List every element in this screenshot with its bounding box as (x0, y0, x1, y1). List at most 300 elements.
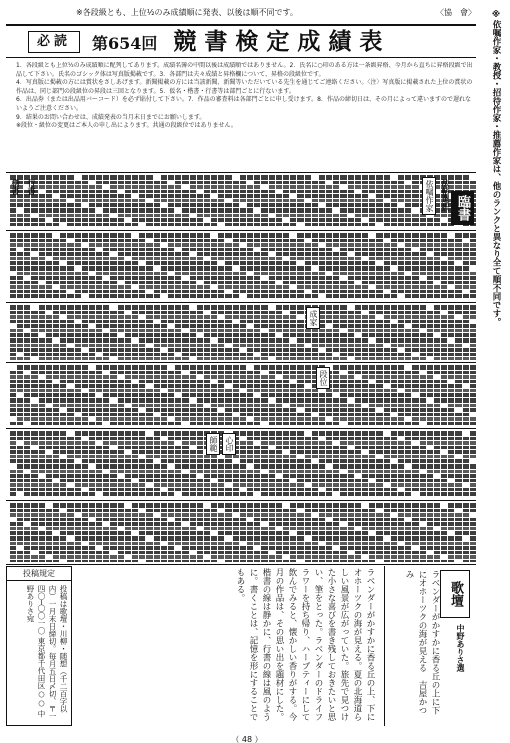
name-column (225, 305, 231, 360)
name-column (75, 503, 81, 562)
name-column (96, 305, 102, 360)
name-column (283, 503, 289, 562)
name-column (261, 365, 267, 426)
name-column (17, 233, 23, 300)
name-column (154, 233, 160, 300)
name-column (197, 431, 203, 498)
name-column (441, 305, 447, 360)
name-column (398, 431, 404, 498)
name-column (290, 503, 296, 562)
name-column (161, 503, 167, 562)
name-column (340, 305, 346, 360)
name-column (412, 175, 418, 228)
name-column (190, 431, 196, 498)
name-column (269, 233, 275, 300)
name-column (269, 431, 275, 498)
name-column (118, 305, 124, 360)
name-column (168, 503, 174, 562)
name-column (333, 233, 339, 300)
name-column (24, 305, 30, 360)
name-column (355, 365, 361, 426)
name-column (412, 305, 418, 360)
name-column (139, 233, 145, 300)
name-column (276, 305, 282, 360)
name-column (398, 305, 404, 360)
ranking-order-note: ※依嘱作家・教授・招待作家・推薦作家は、他のランクと異なり全て順不同です。 (491, 10, 501, 326)
rule-paragraph: ※段位・級位の変更はご本人の申し出によります。共通の段級位ではありません。 (16, 122, 237, 130)
name-column (161, 431, 167, 498)
name-column (204, 175, 210, 228)
name-column (319, 503, 325, 562)
name-column (89, 233, 95, 300)
name-column (190, 233, 196, 300)
name-column (53, 503, 59, 562)
name-column (10, 503, 16, 562)
name-column (10, 305, 16, 360)
name-column (240, 175, 246, 228)
rule-paragraph: 4．写真版に掲載の方には賞状をさしあげます。新聞掲載の方には当該新聞、新聞等いただいている先生を通じてご連絡ください。〈注〉写真版に掲載された上位の賞状の作品は、同じ部門の段級位の昇段は三回となります。5．仮名・楷書・行書等は部門ごとに行ないます。 (16, 79, 473, 95)
name-column (204, 233, 210, 300)
title-banner (6, 24, 476, 58)
name-column (412, 431, 418, 498)
results-band (6, 501, 476, 565)
name-column (427, 305, 433, 360)
name-column (355, 503, 361, 562)
name-column (161, 305, 167, 360)
name-column (283, 365, 289, 426)
rules-text (16, 62, 476, 170)
name-column (146, 175, 152, 228)
name-column (225, 233, 231, 300)
name-column (175, 175, 181, 228)
name-column (376, 175, 382, 228)
name-column (254, 305, 260, 360)
name-column (369, 175, 375, 228)
name-column (46, 365, 52, 426)
name-column (448, 431, 454, 498)
name-column (290, 365, 296, 426)
name-column (290, 305, 296, 360)
name-column (441, 503, 447, 562)
name-column (247, 503, 253, 562)
name-column (470, 503, 476, 562)
name-column (455, 365, 461, 426)
name-column (139, 305, 145, 360)
name-column (39, 233, 45, 300)
name-column (362, 503, 368, 562)
name-column (190, 305, 196, 360)
name-column (197, 305, 203, 360)
name-column (154, 365, 160, 426)
name-column (261, 233, 267, 300)
name-column (103, 305, 109, 360)
name-column (319, 233, 325, 300)
name-column (470, 431, 476, 498)
name-column (211, 305, 217, 360)
name-column (405, 175, 411, 228)
name-column (211, 503, 217, 562)
name-column (455, 431, 461, 498)
name-column (470, 233, 476, 300)
name-column (53, 431, 59, 498)
name-column (305, 175, 311, 228)
name-column (261, 431, 267, 498)
name-column (297, 175, 303, 228)
name-column (398, 175, 404, 228)
section-label: 行書 (27, 179, 36, 195)
name-column (369, 503, 375, 562)
name-column (319, 175, 325, 228)
name-column (75, 305, 81, 360)
name-column (175, 431, 181, 498)
name-column (197, 365, 203, 426)
name-column (333, 431, 339, 498)
name-column (434, 305, 440, 360)
section-label: 楷書 (11, 179, 20, 195)
results-page (6, 6, 476, 743)
name-column (391, 233, 397, 300)
name-column (362, 431, 368, 498)
section-box: 成家 (306, 307, 320, 329)
section-box: 段位 (316, 367, 330, 389)
name-column (434, 365, 440, 426)
name-column (312, 233, 318, 300)
name-column (470, 305, 476, 360)
name-column (182, 503, 188, 562)
name-column (118, 233, 124, 300)
name-column (75, 175, 81, 228)
name-column (132, 431, 138, 498)
name-column (463, 233, 469, 300)
name-column (269, 305, 275, 360)
name-column (10, 431, 16, 498)
ranking-notice: ※各段級とも、上位½のみ成績順に発表、以後は順不同です。 (76, 8, 298, 17)
name-column (53, 305, 59, 360)
name-column (89, 365, 95, 426)
name-column (333, 365, 339, 426)
section-box: 師範 (206, 433, 220, 455)
name-column (118, 431, 124, 498)
name-column (146, 365, 152, 426)
name-column (10, 233, 16, 300)
name-column (89, 431, 95, 498)
name-column (31, 233, 37, 300)
name-column (103, 503, 109, 562)
name-column (247, 365, 253, 426)
name-column (218, 305, 224, 360)
name-column (233, 233, 239, 300)
name-column (340, 365, 346, 426)
name-column (190, 503, 196, 562)
name-columns (6, 305, 476, 360)
name-column (218, 233, 224, 300)
submission-rules-body: 投稿は歌壇・川柳・随想（千二百字以内）一月末日締切。毎月五日〆切、〒一四〇─〇〇一〇 東京都千代田区○○ 中野ありさ宛 (26, 585, 68, 720)
name-column (276, 503, 282, 562)
name-column (204, 365, 210, 426)
name-column (441, 365, 447, 426)
name-column (154, 175, 160, 228)
name-column (405, 431, 411, 498)
name-column (218, 365, 224, 426)
name-column (398, 233, 404, 300)
name-column (276, 233, 282, 300)
name-column (96, 431, 102, 498)
name-column (154, 503, 160, 562)
name-column (420, 431, 426, 498)
name-column (175, 305, 181, 360)
name-column (312, 175, 318, 228)
issue-number: 第654回 (92, 34, 158, 53)
name-column (348, 365, 354, 426)
name-column (110, 233, 116, 300)
name-column (161, 175, 167, 228)
name-column (247, 305, 253, 360)
name-column (348, 305, 354, 360)
name-column (103, 175, 109, 228)
name-column (362, 233, 368, 300)
name-column (283, 305, 289, 360)
name-column (362, 365, 368, 426)
name-column (10, 365, 16, 426)
page-number: （ 48 ） (231, 735, 263, 743)
name-column (103, 233, 109, 300)
name-column (398, 365, 404, 426)
name-column (427, 431, 433, 498)
name-column (17, 503, 23, 562)
poetry-text: ラベンダーがかすかに香る丘の上に下にオホーツクの海が見える 吉屋かつみ (404, 570, 440, 715)
name-column (24, 503, 30, 562)
name-column (312, 431, 318, 498)
name-column (39, 503, 45, 562)
name-column (340, 431, 346, 498)
name-column (17, 365, 23, 426)
name-column (118, 175, 124, 228)
name-column (154, 431, 160, 498)
name-column (204, 503, 210, 562)
name-column (168, 365, 174, 426)
section-sub: 法帖選択 (441, 179, 450, 211)
name-column (290, 431, 296, 498)
must-read-badge: 必読 (28, 31, 80, 53)
submission-rules-box (6, 566, 72, 726)
poetry-selector: 中野ありさ選 (456, 624, 465, 672)
name-column (297, 233, 303, 300)
name-column (233, 365, 239, 426)
name-column (283, 431, 289, 498)
name-column (448, 503, 454, 562)
name-column (326, 233, 332, 300)
name-column (463, 431, 469, 498)
name-column (305, 503, 311, 562)
name-column (333, 503, 339, 562)
name-column (175, 233, 181, 300)
name-column (384, 175, 390, 228)
name-column (470, 365, 476, 426)
name-columns (6, 365, 476, 426)
name-column (197, 503, 203, 562)
name-column (182, 233, 188, 300)
name-column (110, 503, 116, 562)
name-column (211, 175, 217, 228)
name-column (240, 503, 246, 562)
name-column (405, 305, 411, 360)
name-column (82, 233, 88, 300)
name-column (67, 233, 73, 300)
name-column (276, 365, 282, 426)
name-column (146, 503, 152, 562)
name-column (31, 431, 37, 498)
name-column (441, 233, 447, 300)
name-column (305, 431, 311, 498)
name-column (283, 233, 289, 300)
name-column (391, 305, 397, 360)
name-column (269, 503, 275, 562)
name-column (240, 305, 246, 360)
name-column (182, 305, 188, 360)
name-column (391, 503, 397, 562)
name-column (290, 175, 296, 228)
name-column (96, 233, 102, 300)
name-column (376, 365, 382, 426)
name-column (132, 175, 138, 228)
name-column (355, 305, 361, 360)
name-columns (6, 431, 476, 498)
rule-paragraph: 1．各段級とも上位½のみ成績順に配列してあります。成績名簿の中間以後は成績順ではありません。2．氏名に○印のある方は一条級昇格、今月から直ちに昇格段級で出品して下さい。氏名のゴシック体は写真版掲載です。3．各部門は夫々成績と昇格欄について、昇格の段級位です。 (16, 62, 473, 78)
name-column (405, 365, 411, 426)
name-column (96, 503, 102, 562)
name-column (168, 431, 174, 498)
name-columns (6, 233, 476, 300)
name-column (455, 503, 461, 562)
name-column (211, 233, 217, 300)
name-column (384, 365, 390, 426)
name-column (261, 503, 267, 562)
name-column (420, 305, 426, 360)
name-column (125, 233, 131, 300)
name-column (67, 503, 73, 562)
name-column (139, 431, 145, 498)
name-column (139, 175, 145, 228)
name-column (110, 365, 116, 426)
name-column (17, 305, 23, 360)
name-column (103, 365, 109, 426)
name-column (412, 503, 418, 562)
name-column (39, 175, 45, 228)
name-column (168, 305, 174, 360)
name-column (96, 365, 102, 426)
name-column (326, 431, 332, 498)
name-column (398, 503, 404, 562)
name-column (67, 431, 73, 498)
name-column (384, 503, 390, 562)
name-column (168, 175, 174, 228)
name-column (17, 431, 23, 498)
name-column (161, 365, 167, 426)
name-column (225, 175, 231, 228)
name-column (82, 365, 88, 426)
name-column (175, 503, 181, 562)
results-band (6, 173, 476, 231)
name-column (348, 175, 354, 228)
name-column (204, 305, 210, 360)
name-column (297, 365, 303, 426)
name-column (448, 233, 454, 300)
name-column (254, 175, 260, 228)
name-column (455, 233, 461, 300)
name-column (441, 431, 447, 498)
name-column (333, 305, 339, 360)
name-column (427, 503, 433, 562)
name-column (283, 175, 289, 228)
name-column (384, 233, 390, 300)
name-column (24, 233, 30, 300)
name-column (434, 503, 440, 562)
name-column (376, 431, 382, 498)
results-band (6, 303, 476, 363)
name-column (261, 305, 267, 360)
name-column (132, 365, 138, 426)
name-columns (6, 175, 476, 228)
name-column (326, 503, 332, 562)
name-column (53, 175, 59, 228)
name-column (82, 305, 88, 360)
name-column (24, 365, 30, 426)
name-column (218, 503, 224, 562)
name-column (391, 365, 397, 426)
name-column (340, 233, 346, 300)
name-column (420, 233, 426, 300)
name-column (233, 175, 239, 228)
name-column (161, 233, 167, 300)
name-column (233, 305, 239, 360)
name-column (125, 365, 131, 426)
name-column (67, 365, 73, 426)
name-column (175, 365, 181, 426)
name-column (39, 305, 45, 360)
name-column (125, 431, 131, 498)
name-column (348, 503, 354, 562)
name-column (348, 233, 354, 300)
name-column (103, 431, 109, 498)
name-column (376, 305, 382, 360)
name-column (312, 503, 318, 562)
name-column (125, 503, 131, 562)
name-column (326, 305, 332, 360)
name-column (420, 503, 426, 562)
name-column (369, 305, 375, 360)
name-column (269, 365, 275, 426)
poetry-column (384, 566, 476, 726)
name-column (110, 305, 116, 360)
name-column (297, 503, 303, 562)
name-column (369, 233, 375, 300)
name-column (225, 503, 231, 562)
name-column (146, 233, 152, 300)
name-column (82, 175, 88, 228)
name-column (139, 503, 145, 562)
name-column (132, 305, 138, 360)
name-column (254, 365, 260, 426)
name-column (254, 431, 260, 498)
name-column (182, 365, 188, 426)
name-column (67, 305, 73, 360)
name-column (376, 233, 382, 300)
name-columns (6, 503, 476, 562)
name-column (297, 305, 303, 360)
name-column (448, 365, 454, 426)
name-column (31, 365, 37, 426)
name-column (110, 175, 116, 228)
